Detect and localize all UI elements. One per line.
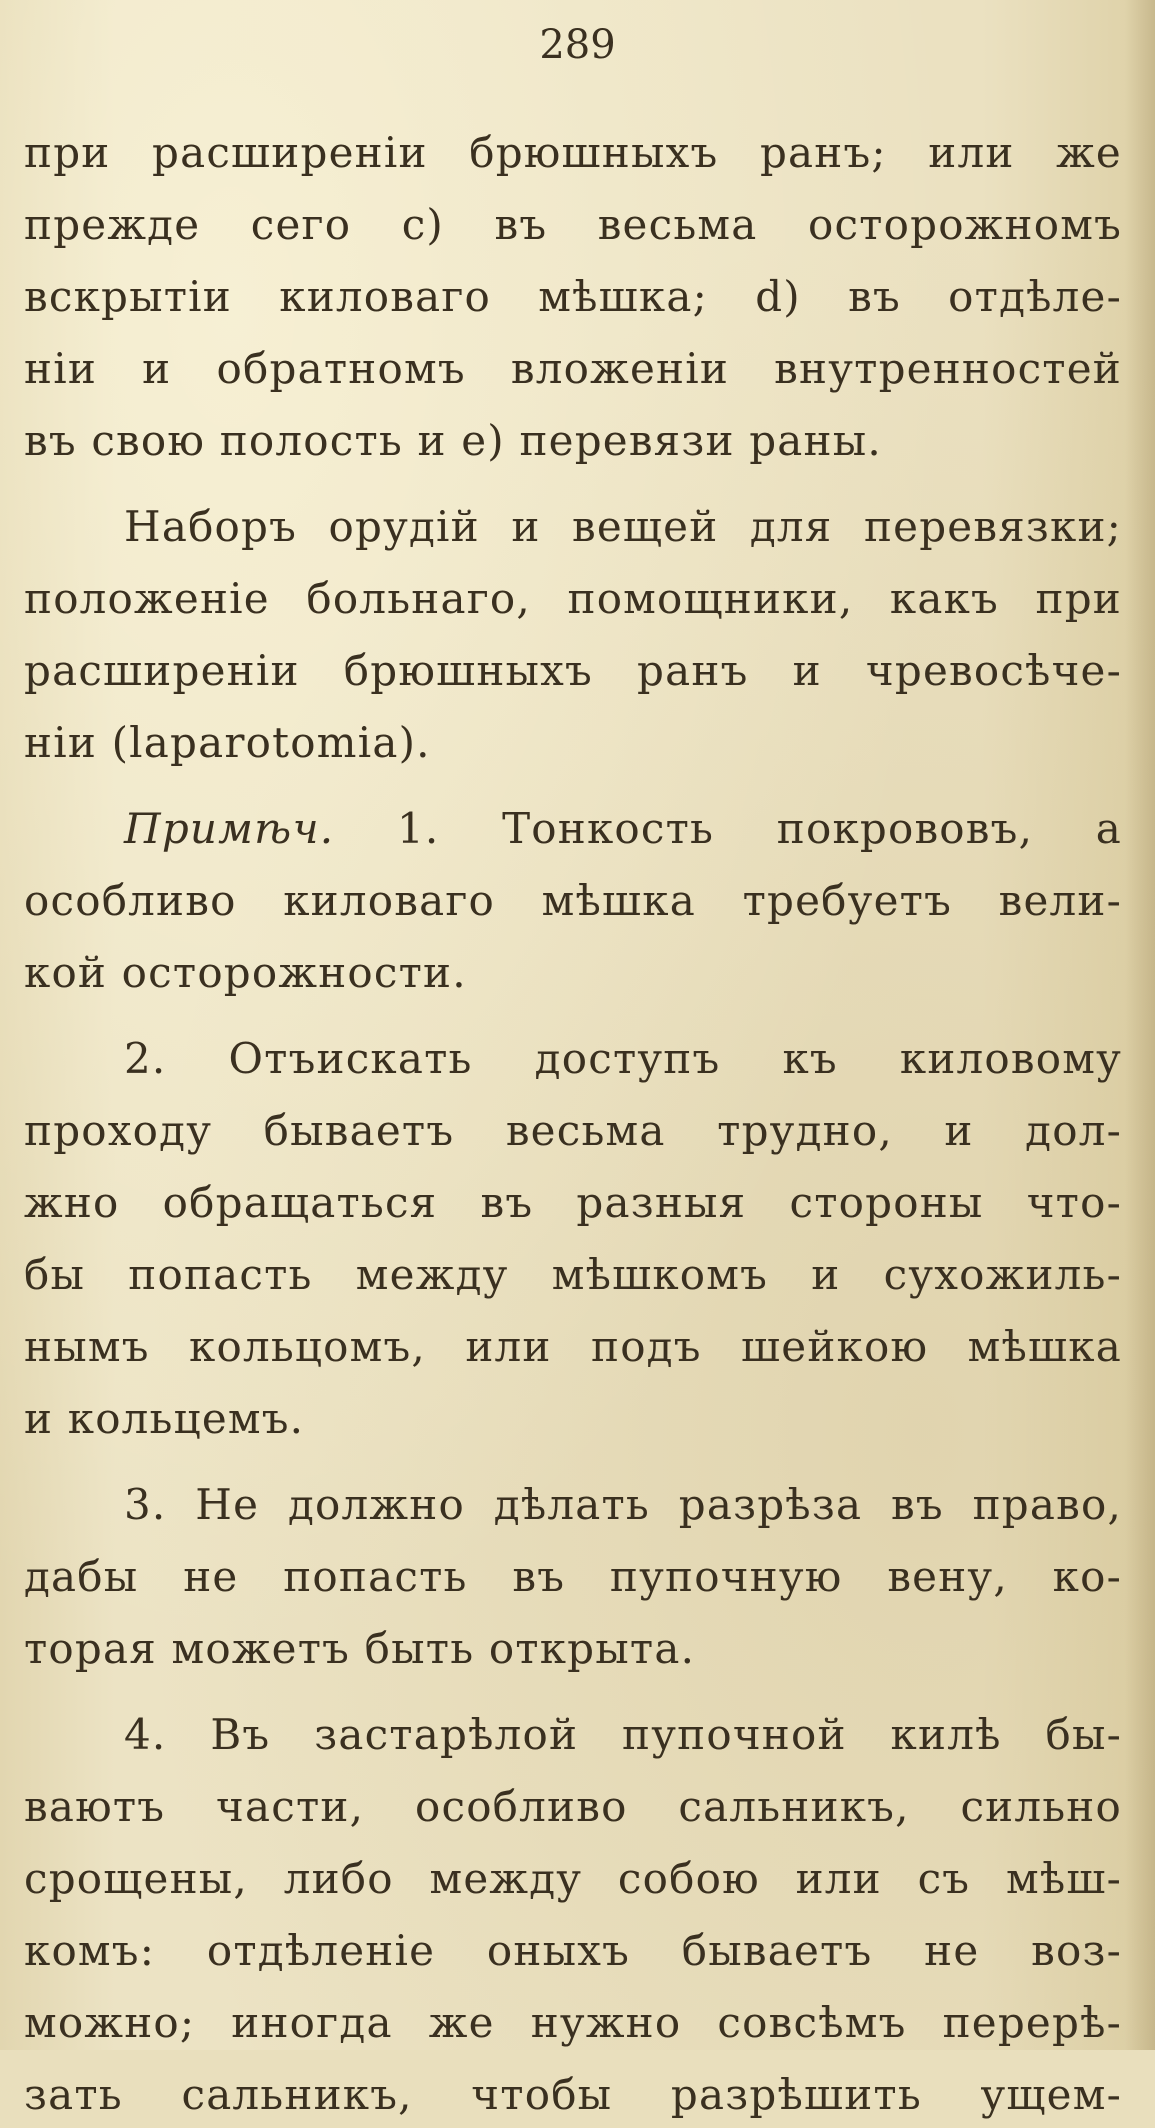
text-line: ваютъ части, особливо сальникъ, сильно: [24, 1782, 1122, 1831]
page-number: 289: [539, 22, 616, 68]
text-line: нiи и обратномъ вложенiи внутренностей: [24, 344, 1122, 393]
text-line: Наборъ орудiй и вещей для перевязки;: [124, 502, 1122, 551]
text-line: въ свою полость и е) перевязи раны.: [24, 416, 882, 465]
text-line: кой осторожности.: [24, 948, 467, 997]
text-line: можно; иногда же нужно совсѣмъ перерѣ-: [24, 1998, 1122, 2047]
text-line: нiи (laparotomia).: [24, 718, 431, 767]
text-line: положенiе больнаго, помощники, какъ при: [24, 574, 1122, 623]
text-line: срощены, либо между собою или съ мѣш-: [24, 1854, 1122, 1903]
text-line: нымъ кольцомъ, или подъ шейкою мѣшка: [24, 1322, 1122, 1371]
text-line: проходу бываетъ весьма трудно, и дол-: [24, 1106, 1122, 1155]
text-line: комъ: отдѣленiе оныхъ бываетъ не воз-: [24, 1926, 1122, 1975]
text-line: прежде сего с) въ весьма осторожномъ: [24, 200, 1122, 249]
text-line: жно обращаться въ разныя стороны что-: [24, 1178, 1122, 1227]
note-label: Примѣч.: [124, 804, 335, 853]
text-line: 3. Не должно дѣлать разрѣза въ право,: [124, 1480, 1122, 1529]
text-line: при расширенiи брюшныхъ ранъ; или же: [24, 128, 1122, 177]
text-line: расширенiи брюшныхъ ранъ и чревосѣче-: [24, 646, 1122, 695]
text-line: зать сальникъ, чтобы разрѣшить ущем-: [24, 2070, 1122, 2119]
text-line: дабы не попасть въ пупочную вену, ко-: [24, 1552, 1122, 1601]
text-line: и кольцемъ.: [24, 1394, 305, 1443]
text-line: Примѣч. 1. Тонкость покрововъ, а: [124, 804, 1122, 853]
text-line: особливо киловаго мѣшка требуетъ вели-: [24, 876, 1122, 925]
text-line: торая можетъ быть открыта.: [24, 1624, 696, 1673]
text-line: 4. Въ застарѣлой пупочной килѣ бы-: [124, 1710, 1122, 1759]
text-line: 2. Отъискать доступъ къ киловому: [124, 1034, 1122, 1083]
page-edge-shadow: [1125, 0, 1155, 2050]
text-line: вскрытiи киловаго мѣшка; d) въ отдѣле-: [24, 272, 1122, 321]
text-line: бы попасть между мѣшкомъ и сухожиль-: [24, 1250, 1122, 1299]
